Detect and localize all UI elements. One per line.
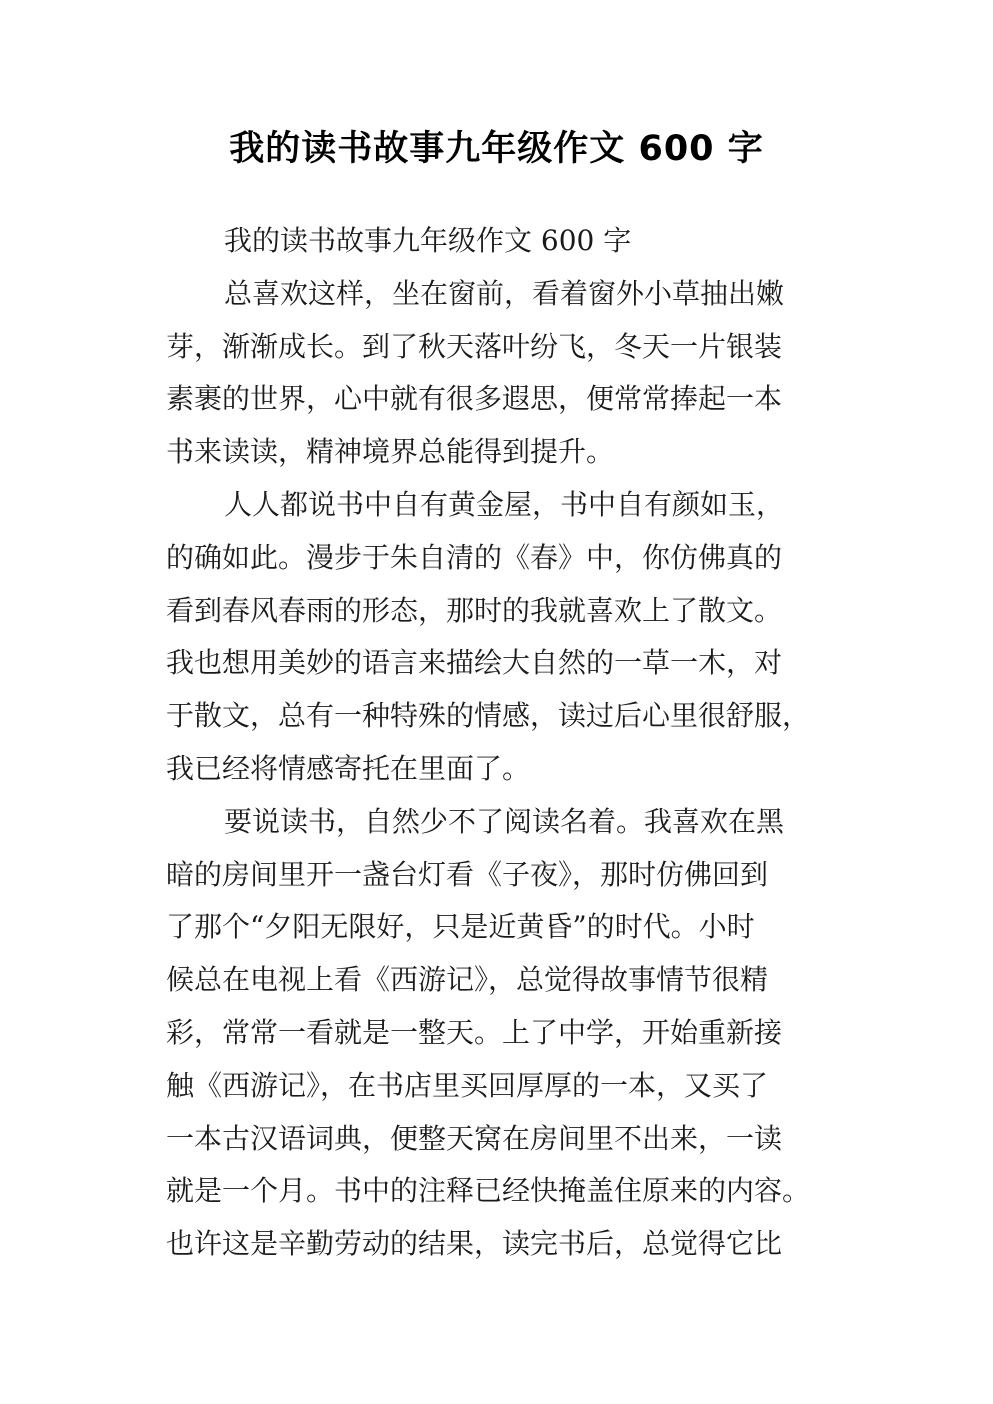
text-line: 要说读书，自然少不了阅读名着。我喜欢在黑	[224, 804, 785, 838]
text-line: 我也想用美妙的语言来描绘大自然的一草一木，对	[166, 646, 783, 680]
text-line: 我的读书故事九年级作文 600 字	[224, 224, 632, 257]
text-line: 了那个“夕阳无限好，只是近黄昏”的时代。小时	[166, 910, 755, 944]
text-line: 素裹的世界，心中就有很多遐思，便常常捧起一本	[166, 382, 783, 416]
document-title: 我的读书故事九年级作文 600 字	[229, 129, 764, 169]
text-line: 我已经将情感寄托在里面了。	[166, 751, 531, 785]
text-line: 书来读读，精神境界总能得到提升。	[166, 435, 615, 469]
text-line: 一本古汉语词典，便整天窝在房间里不出来，一读	[166, 1121, 783, 1155]
text-line: 人人都说书中自有黄金屋，书中自有颜如玉，	[224, 487, 785, 521]
text-line: 芽，渐渐成长。到了秋天落叶纷飞，冬天一片银装	[166, 329, 783, 363]
text-line: 总喜欢这样，坐在窗前，看着窗外小草抽出嫩	[224, 276, 785, 310]
text-line: 候总在电视上看《西游记》，总觉得故事情节很精	[166, 963, 769, 997]
text-line: 的确如此。漫步于朱自清的《春》中，你仿佛真的	[166, 540, 783, 574]
text-line: 看到春风春雨的形态，那时的我就喜欢上了散文。	[166, 593, 783, 627]
text-line: 彩，常常一看就是一整天。上了中学，开始重新接	[166, 1015, 783, 1049]
text-line: 触《西游记》，在书店里买回厚厚的一本，又买了	[166, 1068, 769, 1102]
text-line: 暗的房间里开一盏台灯看《子夜》，那时仿佛回到	[166, 857, 769, 891]
document-body	[166, 215, 846, 1271]
text-line: 也许这是辛勤劳动的结果，读完书后，总觉得它比	[166, 1227, 783, 1261]
text-line: 就是一个月。书中的注释已经快掩盖住原来的内容。	[166, 1174, 811, 1208]
text-line: 于散文，总有一种特殊的情感，读过后心里很舒服，	[166, 699, 811, 733]
